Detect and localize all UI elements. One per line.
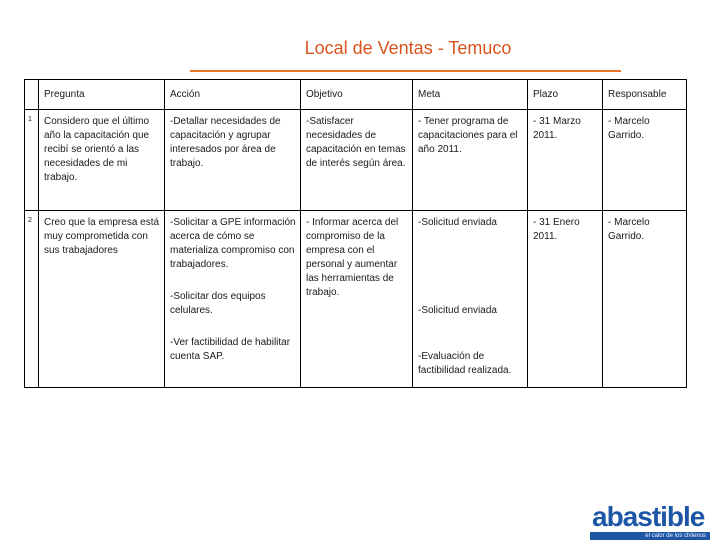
cell-pregunta: Creo que la empresa está muy comprometida con sus trabajadores (39, 211, 165, 388)
header-meta: Meta (413, 80, 528, 110)
cell-meta (413, 211, 528, 388)
meta-item: -Solicitud enviada (418, 217, 497, 228)
page-title: Local de Ventas - Temuco (304, 38, 512, 58)
cell-plazo: - 31 Marzo 2011. (528, 110, 603, 211)
header-objetivo: Objetivo (301, 80, 413, 110)
cell-accion (165, 211, 301, 388)
header-plazo: Plazo (528, 80, 603, 110)
header-accion: Acción (165, 80, 301, 110)
title-underline (190, 70, 621, 72)
accion-item: -Solicitar dos equipos celulares. (170, 291, 266, 316)
cell-responsable: - Marcelo Garrido. (603, 110, 687, 211)
row-number: 2 (25, 211, 39, 388)
meta-item: -Evaluación de factibilidad realizada. (418, 351, 512, 376)
accion-item: -Solicitar a GPE información acerca de cómo se materializa compromiso con trabajadores. (170, 217, 296, 270)
table-row (25, 110, 687, 211)
logo-tagline: el calor de los chilenos (590, 532, 710, 540)
cell-pregunta: Considero que el último año la capacitación que recibí se orientó a las necesidades de mi trabajo. (39, 110, 165, 211)
header-pregunta: Pregunta (39, 80, 165, 110)
cell-meta: - Tener programa de capacitaciones para el año 2011. (413, 110, 528, 211)
cell-objetivo: - Informar acerca del compromiso de la empresa con el personal y aumentar las herramientas de trabajo. (301, 211, 413, 388)
cell-accion: -Detallar necesidades de capacitación y agrupar interesados por área de trabajo. (165, 110, 301, 211)
row-number: 1 (25, 110, 39, 211)
table-header-row (25, 80, 687, 110)
header-responsable: Responsable (603, 80, 687, 110)
cell-plazo: - 31 Enero 2011. (528, 211, 603, 388)
cell-objetivo: -Satisfacer necesidades de capacitación en temas de interés según área. (301, 110, 413, 211)
abastible-logo: abastible (592, 501, 705, 532)
accion-item: -Ver factibilidad de habilitar cuenta SAP. (170, 337, 291, 362)
action-plan-table (24, 79, 687, 388)
meta-item: -Solicitud enviada (418, 305, 497, 316)
table-row (25, 211, 687, 388)
header-num (25, 80, 39, 110)
cell-responsable: - Marcelo Garrido. (603, 211, 687, 388)
